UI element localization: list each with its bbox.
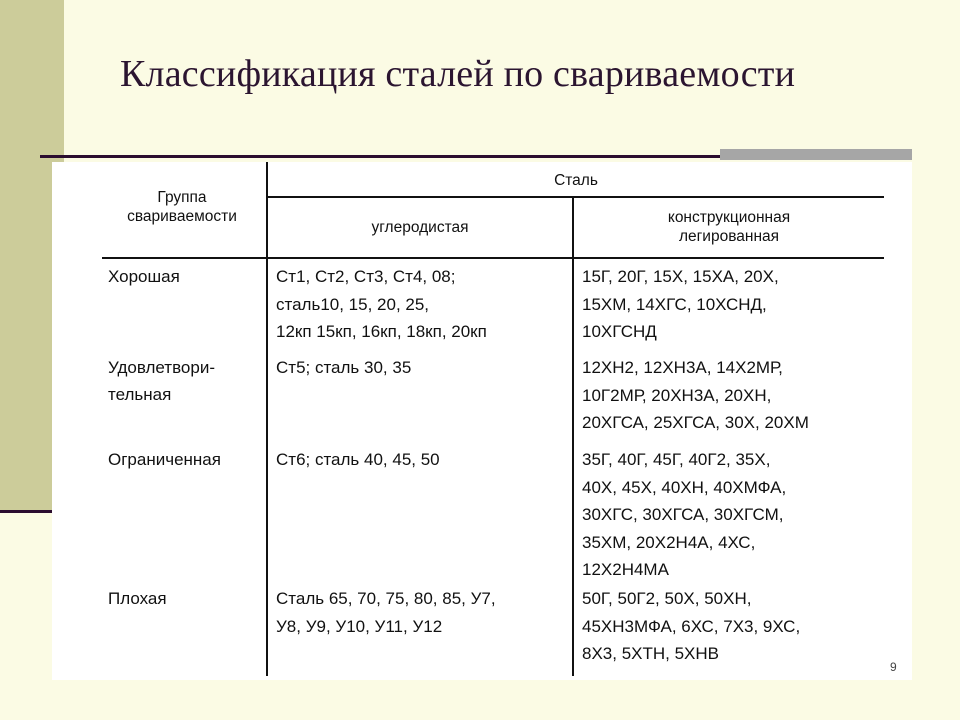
row-group-good — [108, 263, 180, 290]
group-label: Удовлетвори- — [108, 358, 215, 377]
group-label: Хорошая — [108, 267, 180, 286]
header-group-line: свариваемости — [127, 208, 237, 225]
table-cell-line: 10ХГСНД — [582, 322, 657, 341]
table-cell-line: 8Х3, 5ХТН, 5ХНВ — [582, 644, 720, 663]
table-cell-line: 10Г2МР, 20ХН3А, 20ХН, — [582, 385, 772, 405]
table-divider-group — [266, 162, 268, 676]
table-cell-line: 35Г, 40Г, 45Г, 40Г2, 35Х, — [582, 450, 771, 469]
row-good-alloy — [582, 263, 779, 346]
header-alloy-line: конструкционная — [667, 209, 791, 226]
table-cell-line: 35ХМ, 20Х2Н4А, 4ХС, — [582, 532, 756, 552]
decorative-side-line — [0, 510, 52, 513]
table-cell-line: 12ХН2, 12ХН3А, 14Х2МР, — [582, 358, 783, 377]
table-cell-line: Сталь 65, 70, 75, 80, 85, У7, — [276, 589, 496, 608]
table-cell-line: 12Х2Н4МА — [582, 560, 669, 579]
header-steel: Сталь — [554, 172, 598, 189]
weldability-table — [52, 162, 912, 680]
group-label: Ограниченная — [108, 450, 221, 469]
table-cell-line: Ст5; сталь 30, 35 — [276, 358, 412, 377]
table-cell-line: 45ХН3МФА, 6ХС, 7Х3, 9ХС, — [582, 616, 801, 636]
row-satisfactory-alloy — [582, 354, 809, 437]
group-label: Плохая — [108, 589, 167, 608]
row-group-poor — [108, 585, 167, 612]
header-alloy — [574, 208, 884, 246]
table-cell-line: 12кп 15кп, 16кп, 18кп, 20кп — [276, 322, 487, 341]
row-group-limited — [108, 446, 221, 473]
table-cell-line: 50Г, 50Г2, 50Х, 50ХН, — [582, 589, 752, 608]
header-group-line: Группа — [157, 189, 207, 206]
row-poor-carbon — [276, 585, 496, 640]
row-limited-alloy — [582, 446, 786, 584]
table-cell-line: 15ХМ, 14ХГС, 10ХСНД, — [582, 294, 767, 314]
table-cell-line: 20ХГСА, 25ХГСА, 30Х, 20ХМ — [582, 413, 809, 432]
header-group — [102, 188, 262, 226]
table-cell-line: 40Х, 45Х, 40ХН, 40ХМФА, — [582, 477, 787, 497]
row-good-carbon — [276, 263, 487, 346]
table-cell-line: Ст1, Ст2, Ст3, Ст4, 08; — [276, 267, 456, 286]
group-label: тельная — [108, 385, 172, 404]
row-limited-carbon — [276, 446, 440, 474]
table-cell-line: У8, У9, У10, У11, У12 — [276, 616, 443, 636]
row-poor-alloy — [582, 585, 800, 668]
table-cell-line: 30ХГС, 30ХГСА, 30ХГСМ, — [582, 505, 784, 524]
title-accent-bar — [720, 149, 912, 160]
table-cell-line: 15Г, 20Г, 15Х, 15ХА, 20Х, — [582, 267, 779, 286]
table-divider-carbon-alloy — [572, 198, 574, 676]
table-cell-line: Ст6; сталь 40, 45, 50 — [276, 450, 440, 469]
row-group-satisfactory — [108, 354, 215, 408]
slide-title: Классификация сталей по свариваемости — [120, 53, 796, 95]
page-number: 9 — [890, 660, 897, 674]
row-satisfactory-carbon — [276, 354, 411, 382]
header-carbon: углеродистая — [371, 219, 469, 236]
table-cell-line: сталь10, 15, 20, 25, — [276, 294, 430, 314]
table-rule-header — [102, 257, 884, 259]
table-rule-steel — [266, 196, 884, 198]
header-alloy-line: легированная — [678, 228, 780, 245]
